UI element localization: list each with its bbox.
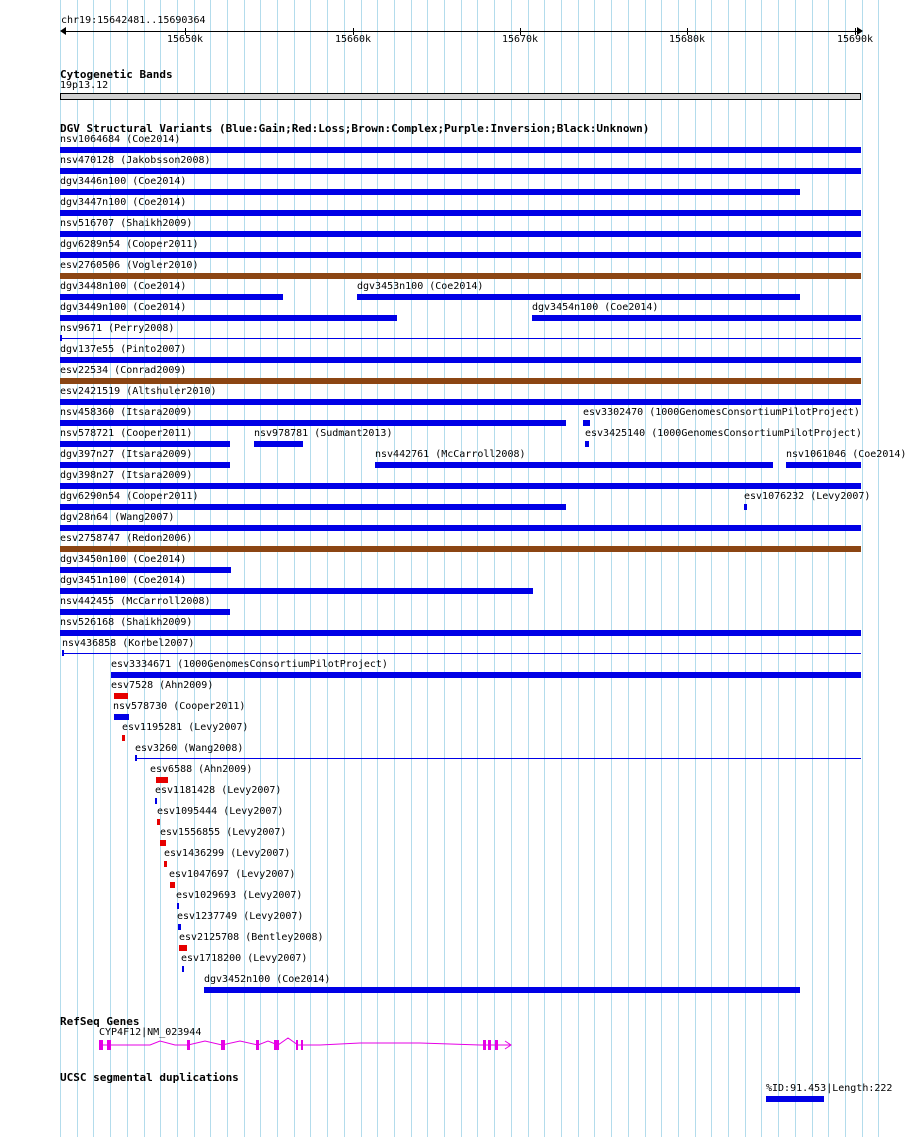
dgv-feature-bar[interactable] (60, 168, 861, 174)
gene-intron-line (99, 1038, 510, 1045)
dgv-feature-bar[interactable] (111, 672, 861, 678)
dgv-feature-bar[interactable] (114, 693, 128, 699)
dgv-feature-bar[interactable] (744, 504, 747, 510)
dgv-feature-bar[interactable] (60, 210, 861, 216)
ruler-tick-label: 15680k (668, 34, 706, 45)
ruler-axis-line (62, 31, 861, 32)
dgv-feature-label: nsv516707 (Shaikh2009) (60, 218, 193, 229)
dgv-feature-bar[interactable] (114, 714, 129, 720)
dgv-feature-bar[interactable] (156, 777, 168, 783)
dgv-feature-bar[interactable] (157, 819, 160, 825)
gene-exon (107, 1040, 111, 1050)
dgv-feature-bar[interactable] (60, 338, 861, 339)
dgv-feature-label: esv1556855 (Levy2007) (160, 827, 287, 838)
dgv-feature-label: dgv3451n100 (Coe2014) (60, 575, 187, 586)
dgv-feature-bar[interactable] (60, 378, 861, 384)
dgv-feature-bar[interactable] (357, 294, 800, 300)
dgv-feature-bar[interactable] (60, 609, 230, 615)
dgv-feature-bar[interactable] (60, 231, 861, 237)
dgv-feature-bar[interactable] (60, 315, 397, 321)
dgv-feature-bar[interactable] (60, 504, 566, 510)
dgv-feature-bar[interactable] (532, 315, 861, 321)
dgv-feature-bar[interactable] (182, 966, 184, 972)
gene-exon (483, 1040, 486, 1050)
dgv-feature-bar[interactable] (583, 420, 590, 426)
dgv-feature-label: dgv3449n100 (Coe2014) (60, 302, 187, 313)
dgv-feature-bar[interactable] (164, 861, 167, 867)
gene-exon (187, 1040, 190, 1050)
dgv-feature-label: nsv526168 (Shaikh2009) (60, 617, 193, 628)
ruler-tick-label: 15660k (334, 34, 372, 45)
dgv-feature-bar[interactable] (60, 273, 861, 279)
grid-line (878, 0, 879, 1137)
dgv-feature-label: esv1076232 (Levy2007) (744, 491, 871, 502)
dgv-feature-label: esv1195281 (Levy2007) (122, 722, 249, 733)
dgv-feature-bar[interactable] (60, 252, 861, 258)
dgv-feature-bar[interactable] (160, 840, 166, 846)
dgv-track-title: DGV Structural Variants (Blue:Gain;Red:Loss;Brown:Complex;Purple:Inversion;Black:Unknown) (60, 122, 650, 135)
dgv-feature-bar[interactable] (155, 798, 157, 804)
dgv-feature-bar[interactable] (60, 441, 230, 447)
dgv-feature-bar[interactable] (179, 945, 187, 951)
dgv-feature-label: esv3334671 (1000GenomesConsortiumPilotProject) (111, 659, 388, 670)
dgv-feature-bar[interactable] (375, 462, 773, 468)
dgv-feature-bar[interactable] (786, 462, 861, 468)
dgv-feature-label: nsv436858 (Korbel2007) (62, 638, 195, 649)
segdups-track-title: UCSC segmental duplications (60, 1071, 239, 1084)
cytoband-bar[interactable] (60, 93, 861, 100)
dgv-feature-bar[interactable] (60, 546, 861, 552)
dgv-feature-bar[interactable] (60, 588, 533, 594)
dgv-feature-endcap (62, 650, 64, 656)
dgv-feature-label: nsv1061046 (Coe2014) (786, 449, 906, 460)
dgv-feature-label: nsv9671 (Perry2008) (60, 323, 175, 334)
gene-exon (495, 1040, 498, 1050)
refseq-track-title: RefSeq Genes (60, 1015, 140, 1028)
dgv-feature-label: dgv28n64 (Wang2007) (60, 512, 175, 523)
dgv-feature-label: nsv578721 (Cooper2011) (60, 428, 193, 439)
dgv-feature-label: esv1047697 (Levy2007) (169, 869, 296, 880)
dgv-feature-bar[interactable] (178, 924, 181, 930)
dgv-feature-label: esv1095444 (Levy2007) (157, 806, 284, 817)
dgv-feature-label: esv2421519 (Altshuler2010) (60, 386, 217, 397)
dgv-feature-label: dgv3452n100 (Coe2014) (204, 974, 331, 985)
dgv-feature-label: esv7528 (Ahn2009) (111, 680, 214, 691)
dgv-feature-label: esv2125708 (Bentley2008) (179, 932, 324, 943)
dgv-feature-bar[interactable] (60, 525, 861, 531)
dgv-feature-label: esv22534 (Conrad2009) (60, 365, 187, 376)
dgv-feature-endcap (60, 335, 62, 341)
dgv-feature-label: dgv6289n54 (Cooper2011) (60, 239, 199, 250)
grid-line (862, 0, 863, 1137)
dgv-feature-bar[interactable] (60, 462, 230, 468)
gene-model-cyp4f12[interactable] (0, 1036, 890, 1056)
dgv-feature-bar[interactable] (60, 357, 861, 363)
ruler-tick-label: 15650k (166, 34, 204, 45)
segdup-feature[interactable] (766, 1096, 824, 1102)
dgv-feature-label: esv2758747 (Redon2006) (60, 533, 193, 544)
dgv-feature-bar[interactable] (60, 630, 861, 636)
dgv-feature-bar[interactable] (254, 441, 303, 447)
gene-exon (301, 1040, 303, 1050)
dgv-feature-label: esv1436299 (Levy2007) (164, 848, 291, 859)
dgv-feature-label: esv1718200 (Levy2007) (181, 953, 308, 964)
dgv-feature-label: nsv578730 (Cooper2011) (113, 701, 246, 712)
dgv-feature-bar[interactable] (60, 147, 861, 153)
dgv-feature-label: dgv3454n100 (Coe2014) (532, 302, 659, 313)
dgv-feature-label: nsv978781 (Sudmant2013) (254, 428, 393, 439)
dgv-feature-label: esv1237749 (Levy2007) (177, 911, 304, 922)
gene-exon (488, 1040, 491, 1050)
gene-exon (274, 1040, 279, 1050)
dgv-feature-label: dgv3447n100 (Coe2014) (60, 197, 187, 208)
dgv-feature-bar[interactable] (170, 882, 175, 888)
dgv-feature-label: esv3302470 (1000GenomesConsortiumPilotProject) (583, 407, 860, 418)
dgv-feature-bar[interactable] (60, 483, 861, 489)
dgv-feature-bar[interactable] (60, 294, 283, 300)
dgv-feature-label: dgv3446n100 (Coe2014) (60, 176, 187, 187)
gene-exon (99, 1040, 103, 1050)
dgv-feature-label: esv2760506 (Vogler2010) (60, 260, 199, 271)
ruler-tick-label: 15670k (501, 34, 539, 45)
dgv-feature-bar[interactable] (204, 987, 800, 993)
gene-exon (221, 1040, 225, 1050)
dgv-feature-bar[interactable] (60, 567, 231, 573)
dgv-feature-label: nsv458360 (Itsara2009) (60, 407, 193, 418)
dgv-feature-bar[interactable] (60, 420, 566, 426)
dgv-feature-label: esv1181428 (Levy2007) (155, 785, 282, 796)
dgv-feature-label: dgv398n27 (Itsara2009) (60, 470, 193, 481)
ruler-left-arrow (60, 27, 66, 35)
dgv-feature-bar[interactable] (60, 399, 861, 405)
segdup-label: %ID:91.453|Length:222 (766, 1083, 893, 1094)
dgv-feature-label: nsv442761 (McCarroll2008) (375, 449, 526, 460)
ruler-tick-label: 15690k (836, 34, 874, 45)
ruler-location: chr19:15642481..15690364 (61, 15, 206, 26)
gene-exon (256, 1040, 259, 1050)
gene-exon (296, 1040, 298, 1050)
cytoband-label: 19p13.12 (60, 80, 109, 91)
dgv-feature-endcap (135, 755, 137, 761)
dgv-feature-label: dgv397n27 (Itsara2009) (60, 449, 193, 460)
dgv-feature-label: dgv137e55 (Pinto2007) (60, 344, 187, 355)
dgv-feature-bar[interactable] (60, 189, 800, 195)
dgv-feature-bar[interactable] (585, 441, 589, 447)
dgv-feature-bar[interactable] (135, 758, 861, 759)
dgv-feature-label: dgv3450n100 (Coe2014) (60, 554, 187, 565)
dgv-feature-label: nsv442455 (McCarroll2008) (60, 596, 211, 607)
dgv-feature-bar[interactable] (122, 735, 125, 741)
dgv-feature-label: nsv470128 (Jakobsson2008) (60, 155, 211, 166)
dgv-feature-label: esv1029693 (Levy2007) (176, 890, 303, 901)
ruler (0, 0, 890, 50)
dgv-feature-label: dgv6290n54 (Cooper2011) (60, 491, 199, 502)
dgv-feature-label: dgv3448n100 (Coe2014) (60, 281, 187, 292)
gene-label: CYP4F12|NM_023944 (99, 1027, 202, 1038)
dgv-feature-label: dgv3453n100 (Coe2014) (357, 281, 484, 292)
dgv-feature-label: nsv1064684 (Coe2014) (60, 134, 181, 145)
dgv-feature-bar[interactable] (62, 653, 861, 654)
dgv-feature-bar[interactable] (177, 903, 179, 909)
dgv-feature-label: esv3260 (Wang2008) (135, 743, 244, 754)
dgv-feature-label: esv6588 (Ahn2009) (150, 764, 253, 775)
dgv-feature-label: esv3425140 (1000GenomesConsortiumPilotProject) (585, 428, 862, 439)
cytoband-track-title: Cytogenetic Bands (60, 68, 173, 81)
